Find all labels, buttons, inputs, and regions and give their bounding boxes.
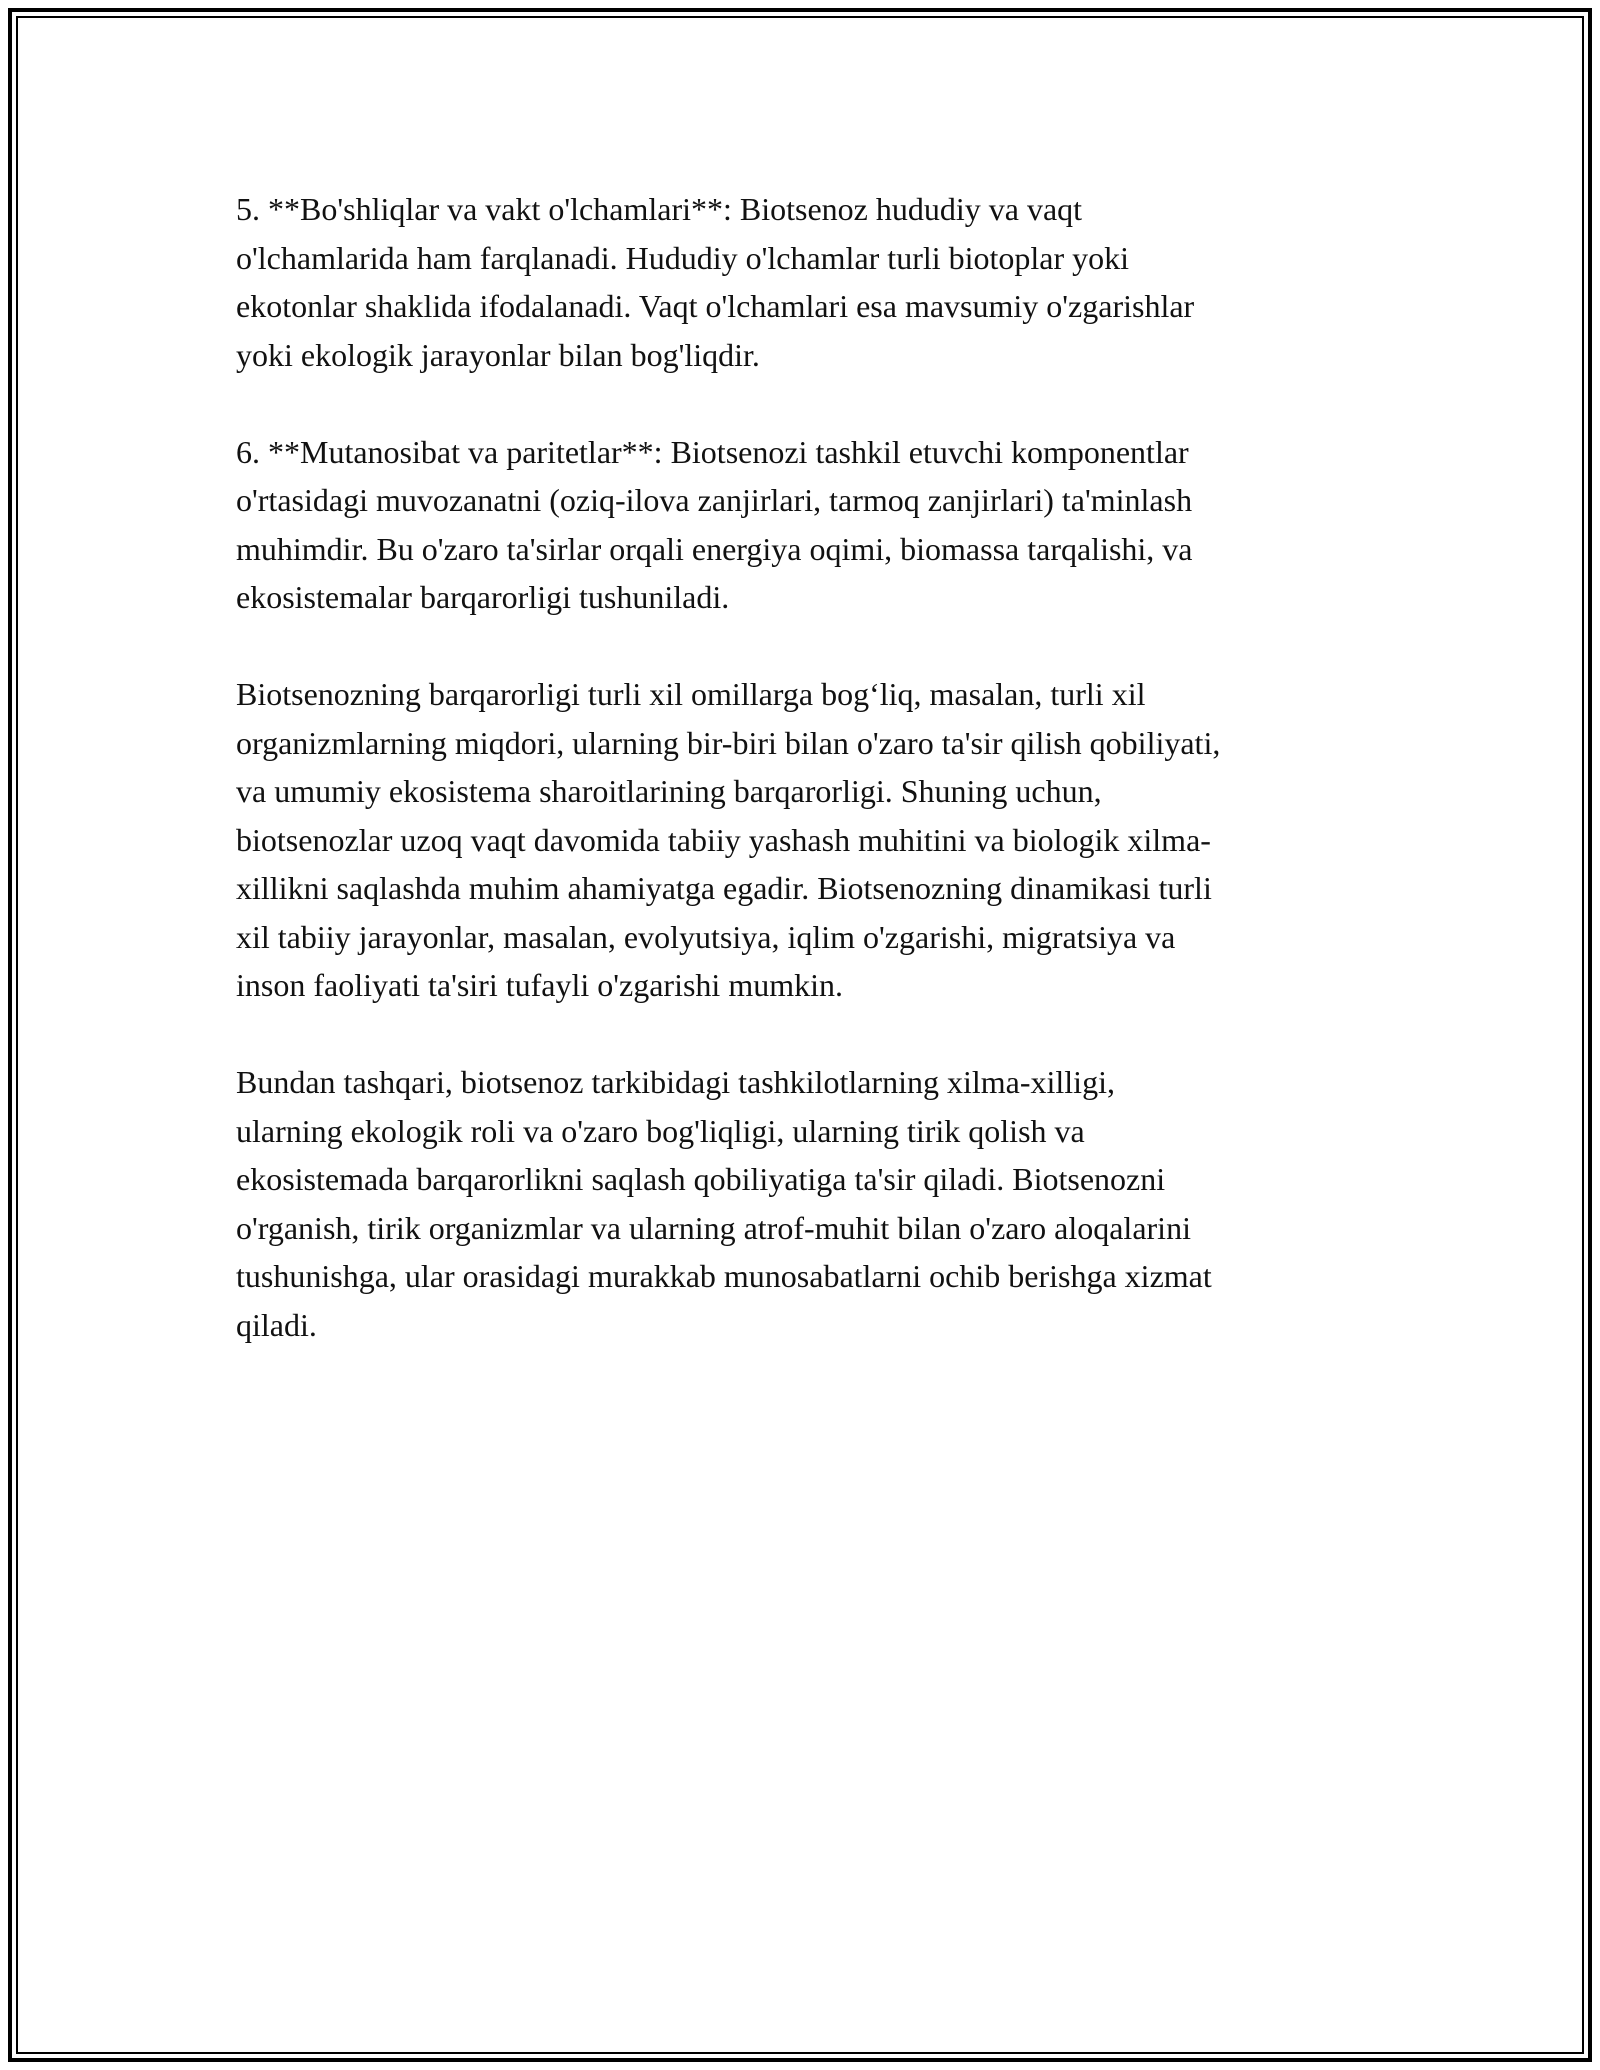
text-line: ekotonlar shaklida ifodalanadi. Vaqt o'lchamlari esa mavsumiy o'zgarishlar	[236, 288, 1195, 324]
text-line: 5. **Bo'shliqlar va vakt o'lchamlari**: Biotsenoz hududiy va vaqt	[236, 191, 1083, 227]
text-line: inson faoliyati ta'siri tufayli o'zgarishi mumkin.	[236, 967, 843, 1003]
paragraph-barqarorlik	[236, 670, 1386, 1010]
text-line: yoki ekologik jarayonlar bilan bog'liqdir.	[236, 336, 760, 373]
paragraph-boshliqlar	[236, 185, 1386, 379]
text-line: xil tabiiy jarayonlar, masalan, evolyutsiya, iqlim o'zgarishi, migratsiya va	[236, 918, 1176, 955]
text-line: ularning ekologik roli va o'zaro bog'liqligi, ularning tirik qolish va	[236, 1112, 1085, 1149]
text-line: Bundan tashqari, biotsenoz tarkibidagi tashkilotlarning xilma-xilligi,	[236, 1064, 1115, 1100]
text-line: o'rtasidagi muvozanatni (oziq-ilova zanjirlari, tarmoq zanjirlari) ta'minlash	[236, 482, 1193, 518]
text-line: va umumiy ekosistema sharoitlarining barqarorligi. Shuning uchun,	[236, 773, 1102, 809]
text-line: ekosistemada barqarorlikni saqlash qobiliyatiga ta'sir qiladi. Biotsenozni	[236, 1161, 1166, 1197]
text-line: biotsenozlar uzoq vaqt davomida tabiiy yashash muhitini va biologik xilma-	[236, 821, 1211, 858]
text-line: qiladi.	[236, 1306, 317, 1343]
paragraph-mutanosibat	[236, 428, 1386, 622]
text-line: ekosistemalar barqarorligi tushuniladi.	[236, 579, 730, 615]
text-line: xillikni saqlashda muhim ahamiyatga egadir. Biotsenozning dinamikasi turli	[236, 870, 1212, 906]
text-line: o'rganish, tirik organizmlar va ularning atrof-muhit bilan o'zaro aloqalarini	[236, 1209, 1191, 1246]
text-line: o'lchamlarida ham farqlanadi. Hududiy o'lchamlar turli biotoplar yoki	[236, 239, 1130, 276]
document-body	[236, 185, 1386, 1398]
text-line: Biotsenozning barqarorligi turli xil omillarga bog‘liq, masalan, turli xil	[236, 676, 1146, 712]
text-line: organizmlarning miqdori, ularning bir-biri bilan o'zaro ta'sir qilish qobiliyati,	[236, 724, 1221, 761]
paragraph-bundan-tashqari	[236, 1058, 1386, 1349]
text-line: 6. **Mutanosibat va paritetlar**: Biotsenozi tashkil etuvchi komponentlar	[236, 433, 1189, 470]
text-line: muhimdir. Bu o'zaro ta'sirlar orqali energiya oqimi, biomassa tarqalishi, va	[236, 530, 1193, 567]
text-line: tushunishga, ular orasidagi murakkab munosabatlarni ochib berishga xizmat	[236, 1258, 1212, 1294]
